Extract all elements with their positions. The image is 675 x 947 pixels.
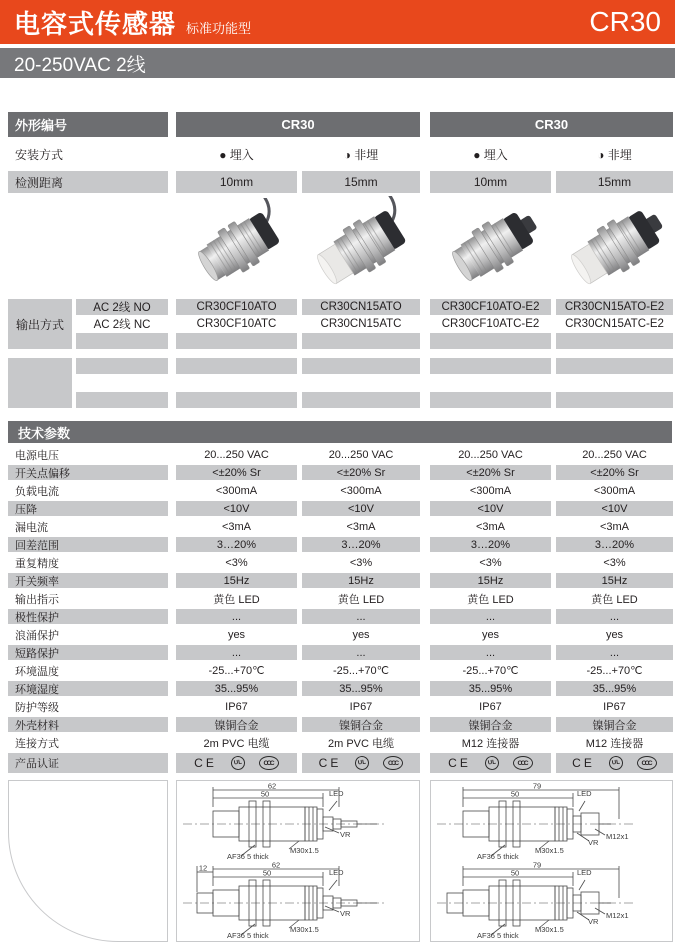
svg-text:50: 50	[260, 789, 270, 799]
shape-code-header: 外形编号	[8, 112, 168, 137]
model-empty	[176, 333, 297, 349]
spec-value: 3…20%	[430, 537, 551, 552]
ce-icon: CE	[448, 756, 471, 770]
ccc-icon: CCC	[383, 756, 403, 770]
spare-cell	[302, 375, 420, 391]
spec-value: 35...95%	[556, 681, 673, 696]
svg-text:M30x1.5: M30x1.5	[535, 925, 564, 934]
spec-value: ...	[430, 609, 551, 624]
drawing-cable-versions	[176, 780, 420, 942]
output-type-label: 输出方式	[8, 299, 72, 349]
svg-text:VR: VR	[588, 838, 599, 847]
spec-value: -25...+70℃	[462, 665, 519, 677]
spec-row	[8, 591, 675, 606]
spec-value: 黄色 LED	[213, 593, 260, 606]
spec-value: 15Hz	[430, 573, 551, 588]
spec-row	[8, 573, 675, 588]
ul-icon: UL	[608, 755, 624, 771]
sensor-photo-flush-connector	[430, 198, 551, 294]
sensor-photo-nonflush-cable	[302, 196, 420, 296]
spec-value: IP67	[479, 700, 502, 713]
spec-row	[8, 609, 675, 624]
ul-icon: UL	[230, 755, 246, 771]
svg-text:79: 79	[532, 862, 542, 870]
spec-value: 20...250 VAC	[328, 448, 394, 461]
output-nc-label: AC 2线 NC	[93, 319, 151, 331]
distance-value: 15mm	[302, 171, 420, 193]
mounting-label: 安装方式	[15, 147, 64, 162]
spec-row	[8, 681, 675, 696]
spec-value: <3mA	[346, 520, 376, 533]
spare-cell	[302, 392, 420, 408]
spec-value: <10V	[430, 501, 551, 516]
spare-cell	[556, 375, 673, 391]
spec-value: ...	[302, 645, 420, 660]
spec-value: <3%	[479, 556, 502, 569]
spec-row	[8, 537, 675, 552]
spec-value: <±20% Sr	[302, 465, 420, 480]
voltage-banner	[0, 48, 675, 78]
dimension-drawings-row	[8, 780, 675, 942]
spec-value: <3%	[225, 556, 248, 569]
distance-value: 15mm	[556, 171, 673, 193]
spec-label: 电源电压	[15, 449, 59, 462]
spare-cell	[556, 358, 673, 374]
spec-row	[8, 483, 675, 498]
spare-cell	[430, 358, 551, 374]
spare-cell	[176, 392, 297, 408]
spare-cell	[176, 358, 297, 374]
certification-cell	[556, 753, 673, 773]
spec-value: M12 连接器	[585, 737, 644, 750]
mounting-row	[8, 141, 675, 167]
spec-value: 2m PVC 电缆	[203, 737, 270, 750]
svg-text:LED: LED	[329, 868, 344, 877]
model-number: CR30CF10ATO-E2	[430, 299, 551, 315]
spec-value: ...	[556, 609, 673, 624]
spare-cell	[176, 375, 297, 391]
spare-cell	[430, 392, 551, 408]
spec-label: 浪涌保护	[15, 629, 59, 642]
spec-value: <10V	[556, 501, 673, 516]
spare-cell	[556, 392, 673, 408]
spec-label: 极性保护	[8, 609, 168, 624]
model-empty	[430, 333, 551, 349]
spec-value: 3…20%	[556, 537, 673, 552]
mounting-nonflush: ◑ 非埋	[597, 147, 632, 162]
spec-row	[8, 501, 675, 516]
spec-value: 黄色 LED	[337, 593, 385, 606]
page-title: 电容式传感器	[14, 8, 177, 39]
spec-value: <±20% Sr	[430, 465, 551, 480]
model-empty	[302, 333, 420, 349]
spec-value: -25...+70℃	[208, 665, 265, 677]
spec-value: 35...95%	[430, 681, 551, 696]
spec-value: 黄色 LED	[591, 593, 638, 606]
mounting-flush: ● 埋入	[219, 147, 254, 162]
svg-text:VR: VR	[588, 917, 599, 926]
certification-cell	[176, 753, 297, 773]
spec-value: 镍铜合金	[556, 717, 673, 732]
spec-value: yes	[352, 628, 370, 641]
spec-value: yes	[227, 628, 246, 641]
spec-row	[8, 699, 675, 714]
sensor-photo-flush-cable	[176, 198, 297, 294]
distance-label: 检测距离	[8, 171, 168, 193]
drawing-cable-flush	[179, 783, 417, 860]
mounting-nonflush: ◑ 非埋	[343, 147, 379, 162]
tech-params-title: 技术参数	[18, 425, 71, 441]
svg-text:M12x1: M12x1	[606, 832, 629, 841]
spare-cell	[76, 375, 168, 391]
model-number: CR30CF10ATO	[176, 299, 297, 315]
spec-value: <3mA	[221, 520, 252, 533]
mounting-flush: ● 埋入	[473, 147, 508, 162]
spec-value: 15Hz	[302, 573, 420, 588]
page-subtitle: 标准功能型	[186, 20, 252, 36]
voltage-banner-label: 20-250VAC 2线	[14, 54, 146, 76]
output-empty-label	[76, 333, 168, 349]
svg-text:AF36 5 thick: AF36 5 thick	[227, 852, 269, 860]
spec-value: ...	[430, 645, 551, 660]
spec-row	[8, 663, 675, 678]
spec-value: 镍铜合金	[302, 717, 420, 732]
spec-label: 外壳材料	[8, 717, 168, 732]
svg-text:79: 79	[532, 783, 542, 791]
series-group-header-1: CR30	[176, 112, 420, 137]
svg-text:62: 62	[271, 862, 281, 870]
ul-icon: UL	[484, 755, 500, 771]
sensor-photo-nonflush-connector	[556, 196, 673, 296]
spec-value: 15Hz	[176, 573, 297, 588]
certification-label: 产品认证	[8, 753, 168, 773]
spec-value: ...	[302, 609, 420, 624]
spec-value: 35...95%	[302, 681, 420, 696]
spec-row	[8, 465, 675, 480]
spec-value: IP67	[225, 700, 248, 713]
model-number: CR30CN15ATO	[302, 299, 420, 315]
output-type-block	[8, 299, 675, 350]
spec-value: IP67	[349, 700, 373, 713]
spare-block	[8, 358, 675, 409]
spec-value: ...	[176, 609, 297, 624]
spec-value: <3mA	[475, 520, 506, 533]
spec-label: 防护等级	[15, 701, 59, 714]
spec-rows	[8, 447, 675, 750]
model-number: CR30CN15ATC-E2	[565, 318, 664, 330]
spec-value: 镍铜合金	[430, 717, 551, 732]
svg-text:M12x1: M12x1	[606, 911, 629, 920]
spec-label: 开关点偏移	[8, 465, 168, 480]
certification-cell	[302, 753, 420, 773]
spec-value: 镍铜合金	[176, 717, 297, 732]
svg-text:LED: LED	[577, 868, 592, 877]
spec-value: <3%	[603, 556, 626, 569]
spare-cell	[76, 392, 168, 408]
output-no-label: AC 2线 NO	[76, 299, 168, 315]
svg-text:LED: LED	[329, 789, 344, 798]
spec-value: ...	[176, 645, 297, 660]
spec-value: <3mA	[599, 520, 630, 533]
rounded-corner-box	[8, 780, 168, 942]
svg-text:50: 50	[510, 789, 520, 799]
spec-value: 20...250 VAC	[458, 448, 523, 461]
ce-icon: CE	[194, 756, 217, 770]
ce-icon: CE	[572, 756, 595, 770]
series-name: CR30	[589, 6, 661, 37]
spec-value: 3…20%	[176, 537, 297, 552]
svg-text:50: 50	[510, 868, 520, 878]
spec-value: <300mA	[593, 484, 636, 497]
spec-row	[8, 735, 675, 750]
spec-row	[8, 645, 675, 660]
spec-value: -25...+70℃	[332, 665, 390, 677]
svg-text:50: 50	[262, 868, 272, 878]
spec-value: yes	[605, 628, 624, 641]
spec-value: 35...95%	[176, 681, 297, 696]
tech-params-header	[8, 421, 672, 443]
ccc-icon: CCC	[259, 756, 279, 770]
spec-label: 连接方式	[15, 737, 59, 750]
svg-text:AF36 5 thick: AF36 5 thick	[477, 931, 519, 939]
spec-row	[8, 717, 675, 732]
certification-row	[8, 753, 675, 773]
spec-label: 回差范围	[8, 537, 168, 552]
svg-text:AF36 5 thick: AF36 5 thick	[227, 931, 269, 939]
page-header	[0, 0, 675, 44]
model-empty	[556, 333, 673, 349]
svg-text:AF36 5 thick: AF36 5 thick	[477, 852, 519, 860]
drawing-connector-versions	[430, 780, 673, 942]
spec-label: 开关频率	[8, 573, 168, 588]
spec-row	[8, 519, 675, 534]
spec-label: 环境湿度	[8, 681, 168, 696]
spec-value: 20...250 VAC	[204, 448, 269, 461]
certification-cell	[430, 753, 551, 773]
spec-label: 输出指示	[15, 593, 59, 606]
ce-icon: CE	[318, 756, 342, 770]
spec-value: ...	[556, 645, 673, 660]
drawing-connector-flush	[433, 783, 670, 860]
spec-row	[8, 447, 675, 462]
svg-text:M30x1.5: M30x1.5	[535, 846, 564, 855]
distance-value: 10mm	[430, 171, 551, 193]
model-number: CR30CN15ATO-E2	[556, 299, 673, 315]
distance-value: 10mm	[176, 171, 297, 193]
svg-text:VR: VR	[340, 909, 351, 918]
spec-label: 压降	[8, 501, 168, 516]
spec-value: <3%	[349, 556, 373, 569]
spec-value: 2m PVC 电缆	[327, 737, 394, 750]
model-number: CR30CF10ATC-E2	[441, 318, 540, 330]
svg-text:M30x1.5: M30x1.5	[290, 846, 319, 855]
spec-label: 重复精度	[15, 557, 59, 570]
svg-text:VR: VR	[340, 830, 351, 839]
spare-cell	[76, 358, 168, 374]
series-group-header-2: CR30	[430, 112, 673, 137]
spec-value: 20...250 VAC	[582, 448, 647, 461]
drawing-connector-nonflush	[433, 862, 670, 939]
spare-label	[8, 358, 72, 408]
drawing-cable-nonflush	[179, 862, 417, 939]
spare-cell	[430, 375, 551, 391]
spec-row	[8, 555, 675, 570]
ul-icon: UL	[354, 755, 370, 771]
spec-value: <10V	[176, 501, 297, 516]
table-header-row	[8, 112, 675, 137]
spec-label: 负载电流	[15, 485, 59, 498]
spec-value: M12 连接器	[461, 737, 520, 750]
spec-label: 短路保护	[8, 645, 168, 660]
spec-value: <±20% Sr	[556, 465, 673, 480]
spec-value: 黄色 LED	[467, 593, 514, 606]
spec-value: 15Hz	[556, 573, 673, 588]
spec-value: <10V	[302, 501, 420, 516]
spec-value: IP67	[603, 700, 626, 713]
spec-value: yes	[481, 628, 500, 641]
spec-value: 3…20%	[302, 537, 420, 552]
spec-value: <300mA	[340, 484, 382, 497]
selection-table	[0, 78, 675, 942]
svg-text:62: 62	[267, 783, 277, 791]
distance-row	[8, 171, 675, 193]
model-number: CR30CF10ATC	[196, 318, 277, 330]
ccc-icon: CCC	[513, 756, 533, 770]
spec-label: 漏电流	[15, 521, 48, 534]
model-number: CR30CN15ATC	[320, 318, 402, 330]
spec-value: <300mA	[215, 484, 258, 497]
spec-value: <300mA	[469, 484, 512, 497]
ccc-icon: CCC	[637, 756, 657, 770]
spec-label: 环境温度	[15, 665, 59, 678]
spec-row	[8, 627, 675, 642]
svg-text:12: 12	[198, 863, 208, 873]
spare-cell	[302, 358, 420, 374]
svg-text:M30x1.5: M30x1.5	[290, 925, 319, 934]
spec-value: -25...+70℃	[586, 665, 643, 677]
svg-text:LED: LED	[577, 789, 592, 798]
spec-value: <±20% Sr	[176, 465, 297, 480]
product-photo-row	[8, 193, 675, 299]
